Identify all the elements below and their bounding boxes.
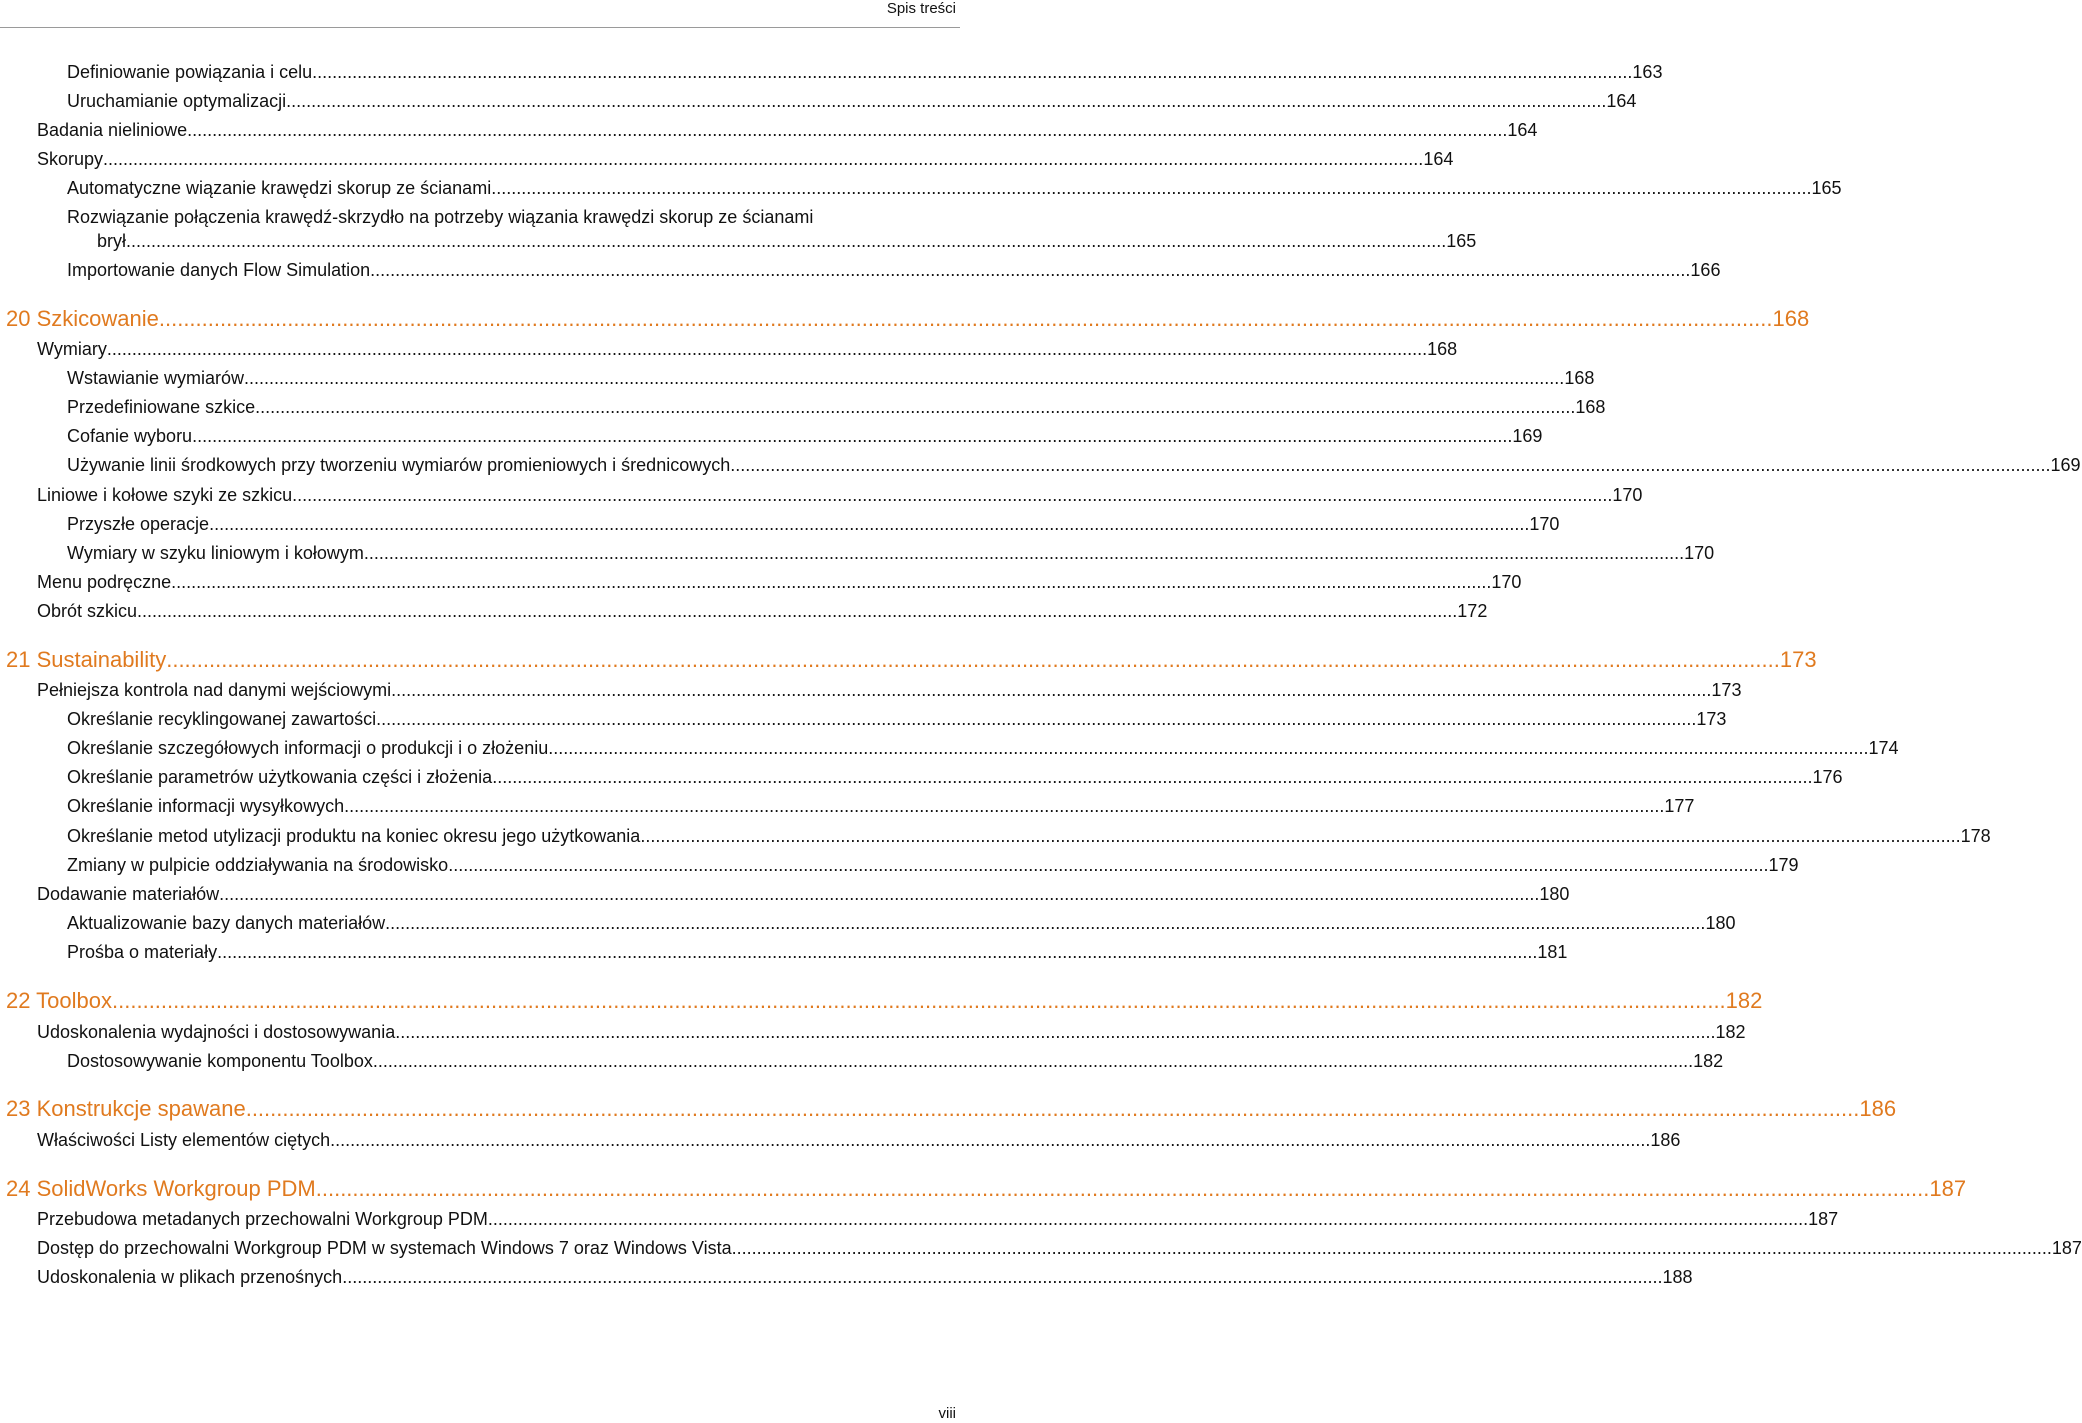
toc-page-number: 170	[1491, 572, 1522, 592]
toc-leader	[364, 539, 1684, 568]
toc-leader	[192, 422, 1512, 451]
toc-entry[interactable]	[67, 364, 1595, 393]
toc-entry[interactable]	[67, 87, 1637, 116]
toc-page-number: 188	[1662, 1267, 1693, 1287]
toc-chapter[interactable]	[6, 986, 1763, 1017]
toc-entry-title: Importowanie danych Flow Simulation	[67, 260, 371, 280]
toc-entry-title: Udoskonalenia w plikach przenośnych	[37, 1267, 343, 1287]
toc-page-number: 186	[1859, 1096, 1897, 1121]
toc-leader	[376, 705, 1696, 734]
toc-entry[interactable]	[67, 451, 2081, 480]
toc-entry[interactable]	[67, 734, 1899, 763]
toc-page-number: 174	[1868, 738, 1899, 758]
toc-entry-title: Przebudowa metadanych przechowalni Workgroup PDM	[37, 1209, 488, 1229]
toc-chapter-title: 22 Toolbox	[6, 988, 113, 1013]
toc-entry[interactable]	[67, 510, 1560, 539]
toc-entry-title: Menu podręczne	[37, 572, 172, 592]
toc-page-number: 169	[2050, 455, 2081, 475]
toc-entry[interactable]	[67, 792, 1695, 821]
toc-entry[interactable]	[67, 393, 1606, 422]
running-header-title: Spis treści	[886, 0, 956, 17]
toc-leader	[730, 451, 2050, 480]
toc-entry-title: Dostęp do przechowalni Workgroup PDM w systemach Windows 7 oraz Windows Vista	[37, 1238, 732, 1258]
toc-leader	[209, 510, 1529, 539]
toc-page-number: 173	[1696, 709, 1727, 729]
toc-entry[interactable]	[37, 676, 1742, 705]
toc-page-number: 187	[2051, 1238, 2082, 1258]
toc-page-number: 173	[1779, 647, 1817, 672]
toc-leader	[166, 645, 1780, 675]
toc-leader	[330, 1126, 1650, 1155]
toc-page-number: 164	[1606, 91, 1637, 111]
toc-entry-title: brył	[97, 231, 127, 251]
toc-page-number: 169	[1512, 426, 1543, 446]
toc-entry-title: Określanie informacji wysyłkowych	[67, 796, 345, 816]
toc-page-number: 164	[1423, 149, 1454, 169]
toc-entry[interactable]	[37, 116, 1538, 145]
toc-chapter[interactable]	[6, 304, 1810, 335]
toc-entry[interactable]	[37, 880, 1570, 909]
toc-page-number: 179	[1768, 855, 1799, 875]
toc-leader	[312, 58, 1632, 87]
toc-entry-title: Określanie parametrów użytkowania części i złożenia	[67, 767, 493, 787]
toc-entry[interactable]	[37, 481, 1643, 510]
toc-entry[interactable]	[37, 1126, 1681, 1155]
page-number: viii	[938, 1405, 956, 1422]
toc-leader	[255, 393, 1575, 422]
header-divider	[0, 27, 960, 28]
toc-page-number: 166	[1690, 260, 1721, 280]
toc-entry[interactable]	[67, 58, 1663, 87]
toc-leader	[342, 1263, 1662, 1292]
toc-entry-title: Liniowe i kołowe szyki ze szkicu	[37, 485, 293, 505]
toc-page-number: 186	[1650, 1130, 1681, 1150]
toc-entry[interactable]	[97, 227, 1477, 256]
toc-leader	[491, 174, 1811, 203]
toc-entry[interactable]	[37, 335, 1458, 364]
toc-page-number: 170	[1612, 485, 1643, 505]
toc-leader	[395, 1018, 1715, 1047]
toc-chapter[interactable]	[6, 1174, 1967, 1205]
toc-entry-title: Właściwości Listy elementów ciętych	[37, 1130, 331, 1150]
toc-leader	[292, 481, 1612, 510]
toc-page-number: 163	[1632, 62, 1663, 82]
toc-entry[interactable]	[67, 909, 1736, 938]
toc-leader	[448, 851, 1768, 880]
toc-leader	[103, 145, 1423, 174]
toc-entry[interactable]	[37, 568, 1522, 597]
toc-leader	[246, 1094, 1860, 1124]
toc-leader	[137, 597, 1457, 626]
toc-leader	[159, 304, 1773, 334]
toc-leader	[640, 822, 1960, 851]
toc-entry-title: Zmiany w pulpicie oddziaływania na środowisko	[67, 855, 449, 875]
toc-leader	[126, 227, 1446, 256]
toc-entry[interactable]	[67, 1047, 1724, 1076]
toc-entry-title: Przedefiniowane szkice	[67, 397, 256, 417]
toc-page-number: 168	[1564, 368, 1595, 388]
toc-leader	[316, 1174, 1930, 1204]
toc-entry[interactable]	[37, 1018, 1746, 1047]
toc-entry[interactable]	[67, 851, 1799, 880]
toc-entry-title: Przyszłe operacje	[67, 514, 210, 534]
toc-leader	[370, 256, 1690, 285]
toc-leader	[219, 880, 1539, 909]
toc-page-number: 173	[1711, 680, 1742, 700]
toc-entry-title: Dodawanie materiałów	[37, 884, 220, 904]
toc-page-number: 168	[1427, 339, 1458, 359]
toc-chapter-title: 23 Konstrukcje spawane	[6, 1096, 246, 1121]
toc-leader	[244, 364, 1564, 393]
toc-entry[interactable]	[37, 1263, 1693, 1292]
toc-leader	[107, 335, 1427, 364]
toc-page-number: 182	[1693, 1051, 1724, 1071]
toc-entry[interactable]	[67, 422, 1543, 451]
toc-entry-title: Cofanie wyboru	[67, 426, 193, 446]
toc-page-number: 170	[1684, 543, 1715, 563]
toc-leader	[488, 1205, 1808, 1234]
toc-entry-title: Badania nieliniowe	[37, 120, 188, 140]
toc-page-number: 187	[1929, 1176, 1967, 1201]
toc-leader	[187, 116, 1507, 145]
toc-page-number: 165	[1811, 178, 1842, 198]
toc-page-number: 176	[1812, 767, 1843, 787]
toc-page-number: 180	[1705, 913, 1736, 933]
toc-entry-title: Automatyczne wiązanie krawędzi skorup ze ścianami	[67, 178, 492, 198]
toc-entry-title: Pełniejsza kontrola nad danymi wejściowymi	[37, 680, 392, 700]
toc-leader	[385, 909, 1705, 938]
toc-chapter[interactable]	[6, 1094, 1897, 1125]
toc-page-number: 177	[1664, 796, 1695, 816]
toc-entry-title: Wymiary w szyku liniowym i kołowym	[67, 543, 364, 563]
toc-leader	[286, 87, 1606, 116]
toc-leader	[217, 938, 1537, 967]
toc-chapter-title: 24 SolidWorks Workgroup PDM	[6, 1176, 316, 1201]
toc-leader	[732, 1234, 2052, 1263]
toc-leader	[373, 1047, 1693, 1076]
toc-leader	[112, 986, 1726, 1016]
toc-page-number: 170	[1529, 514, 1560, 534]
toc-page-number: 182	[1725, 988, 1763, 1013]
toc-entry-title: Dostosowywanie komponentu Toolbox	[67, 1051, 373, 1071]
toc-entry-title: Obrót szkicu	[37, 601, 138, 621]
toc-entry[interactable]	[67, 938, 1568, 967]
toc-leader	[171, 568, 1491, 597]
toc-entry[interactable]	[37, 1234, 2082, 1263]
toc-entry-title: Skorupy	[37, 149, 104, 169]
toc-page-number: 181	[1537, 942, 1568, 962]
toc-chapter[interactable]	[6, 645, 1817, 676]
toc-entry-title: Udoskonalenia wydajności i dostosowywania	[37, 1022, 396, 1042]
toc-chapter-title: 20 Szkicowanie	[6, 306, 159, 331]
toc-entry-title: Aktualizowanie bazy danych materiałów	[67, 913, 386, 933]
toc-leader	[391, 676, 1711, 705]
toc-entry[interactable]	[67, 539, 1715, 568]
toc-entry-title: Używanie linii środkowych przy tworzeniu wymiarów promieniowych i średnicowych	[67, 455, 731, 475]
toc-page-number: 168	[1772, 306, 1810, 331]
toc-entry-title: Uruchamianie optymalizacji	[67, 91, 287, 111]
toc-page-number: 172	[1457, 601, 1488, 621]
toc-page-number: 168	[1575, 397, 1606, 417]
toc-page-number: 180	[1539, 884, 1570, 904]
toc-leader	[344, 792, 1664, 821]
toc-chapter-title: 21 Sustainability	[6, 647, 167, 672]
toc-entry[interactable]	[37, 1205, 1839, 1234]
toc-entry-title: Określanie szczegółowych informacji o produkcji i o złożeniu	[67, 738, 549, 758]
toc-entry-title-wrapped[interactable]: Rozwiązanie połączenia krawędź-skrzydło na potrzeby wiązania krawędzi skorup ze ścianami	[67, 207, 814, 227]
toc-entry-title: Definiowanie powiązania i celu	[67, 62, 313, 82]
toc-entry[interactable]	[67, 763, 1843, 792]
toc-page-number: 178	[1960, 826, 1991, 846]
toc-entry[interactable]	[37, 597, 1488, 626]
toc-leader	[492, 763, 1812, 792]
toc-entry[interactable]	[67, 256, 1721, 285]
toc-entry[interactable]	[37, 145, 1454, 174]
toc-entry-title: Określanie metod utylizacji produktu na koniec okresu jego użytkowania	[67, 826, 641, 846]
toc-entry[interactable]	[67, 822, 1991, 851]
toc-entry-title: Prośba o materiały	[67, 942, 218, 962]
toc-page-number: 182	[1715, 1022, 1746, 1042]
toc-entry-title: Wymiary	[37, 339, 107, 359]
toc-entry[interactable]	[67, 705, 1727, 734]
toc-leader	[548, 734, 1868, 763]
toc-page-number: 187	[1808, 1209, 1839, 1229]
toc-page-number: 164	[1507, 120, 1538, 140]
toc-entry-title: Określanie recyklingowanej zawartości	[67, 709, 377, 729]
toc-entry[interactable]	[67, 174, 1842, 203]
toc-page-number: 165	[1446, 231, 1477, 251]
toc-entry-title: Wstawianie wymiarów	[67, 368, 245, 388]
